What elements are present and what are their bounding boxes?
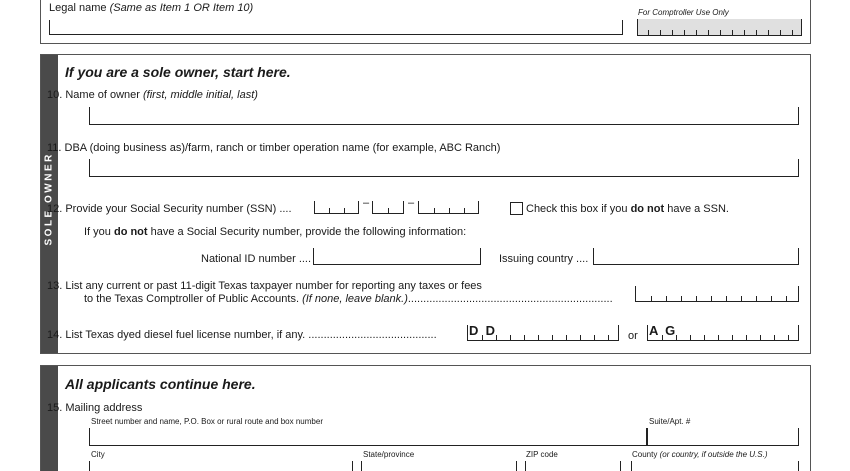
- zip-input[interactable]: [525, 461, 621, 471]
- item13-label-line1: 13. List any current or past 11-digit Texas taxpayer number for reporting any taxes or fees: [47, 280, 482, 292]
- zip-label: ZIP code: [526, 450, 558, 459]
- dba-name-input[interactable]: [89, 159, 799, 177]
- all-applicants-sidebar: [41, 366, 58, 471]
- no-ssn-checkbox-label: Check this box if you do not have a SSN.: [526, 203, 729, 215]
- no-ssn-instructions: If you do not have a Social Security number, provide the following information:: [84, 226, 467, 238]
- sole-owner-section: [40, 54, 811, 354]
- ag-prefix: A G: [649, 323, 676, 338]
- state-label: State/province: [363, 450, 415, 459]
- county-input[interactable]: [631, 461, 799, 471]
- issuing-country-label: Issuing country ....: [499, 253, 589, 265]
- issuing-country-input[interactable]: [593, 248, 799, 265]
- national-id-input[interactable]: [313, 248, 481, 265]
- all-applicants-heading: All applicants continue here.: [65, 376, 256, 392]
- ssn-part2-input[interactable]: [372, 201, 404, 214]
- sole-owner-sidebar-label: SOLE OWNER: [43, 152, 55, 246]
- legal-name-label: Legal name (Same as Item 1 OR Item 10): [49, 2, 254, 14]
- taxpayer-number-input[interactable]: [635, 286, 799, 302]
- comptroller-use-field: [637, 19, 802, 36]
- suite-label: Suite/Apt. #: [649, 417, 691, 426]
- county-label: County (or country, if outside the U.S.): [632, 450, 768, 459]
- comptroller-use-label: For Comptroller Use Only: [638, 8, 729, 17]
- legal-name-section: [40, 0, 811, 44]
- no-ssn-checkbox[interactable]: [510, 202, 523, 215]
- suite-input[interactable]: [647, 428, 799, 446]
- ssn-part3-input[interactable]: [418, 201, 479, 214]
- ssn-dash-1: –: [363, 197, 370, 209]
- street-label: Street number and name, P.O. Box or rural route and box number: [91, 417, 323, 426]
- city-input[interactable]: [89, 461, 353, 471]
- street-input[interactable]: [89, 428, 647, 446]
- owner-name-input[interactable]: [89, 107, 799, 125]
- sole-owner-heading: If you are a sole owner, start here.: [65, 64, 291, 80]
- national-id-label: National ID number ....: [201, 253, 312, 265]
- state-input[interactable]: [361, 461, 517, 471]
- item10-label: 10. Name of owner (first, middle initial, last): [47, 89, 258, 101]
- ssn-part1-input[interactable]: [314, 201, 359, 214]
- legal-name-input[interactable]: [49, 20, 623, 35]
- item11-label: 11. DBA (doing business as)/farm, ranch or timber operation name (for example, ABC Ranch): [47, 142, 501, 154]
- ssn-dash-2: –: [408, 197, 415, 209]
- all-applicants-section: [40, 365, 811, 471]
- or-label: or: [628, 330, 638, 342]
- item14-label: 14. List Texas dyed diesel fuel license number, if any. ..........................................: [47, 329, 437, 341]
- item13-label-line2: to the Texas Comptroller of Public Accounts. (If none, leave blank.)...................................................................: [84, 293, 613, 305]
- city-label: City: [91, 450, 105, 459]
- item15-label: 15. Mailing address: [47, 402, 143, 414]
- dd-prefix: D D: [469, 323, 495, 338]
- item12-label: 12. Provide your Social Security number (SSN) ....: [47, 203, 292, 215]
